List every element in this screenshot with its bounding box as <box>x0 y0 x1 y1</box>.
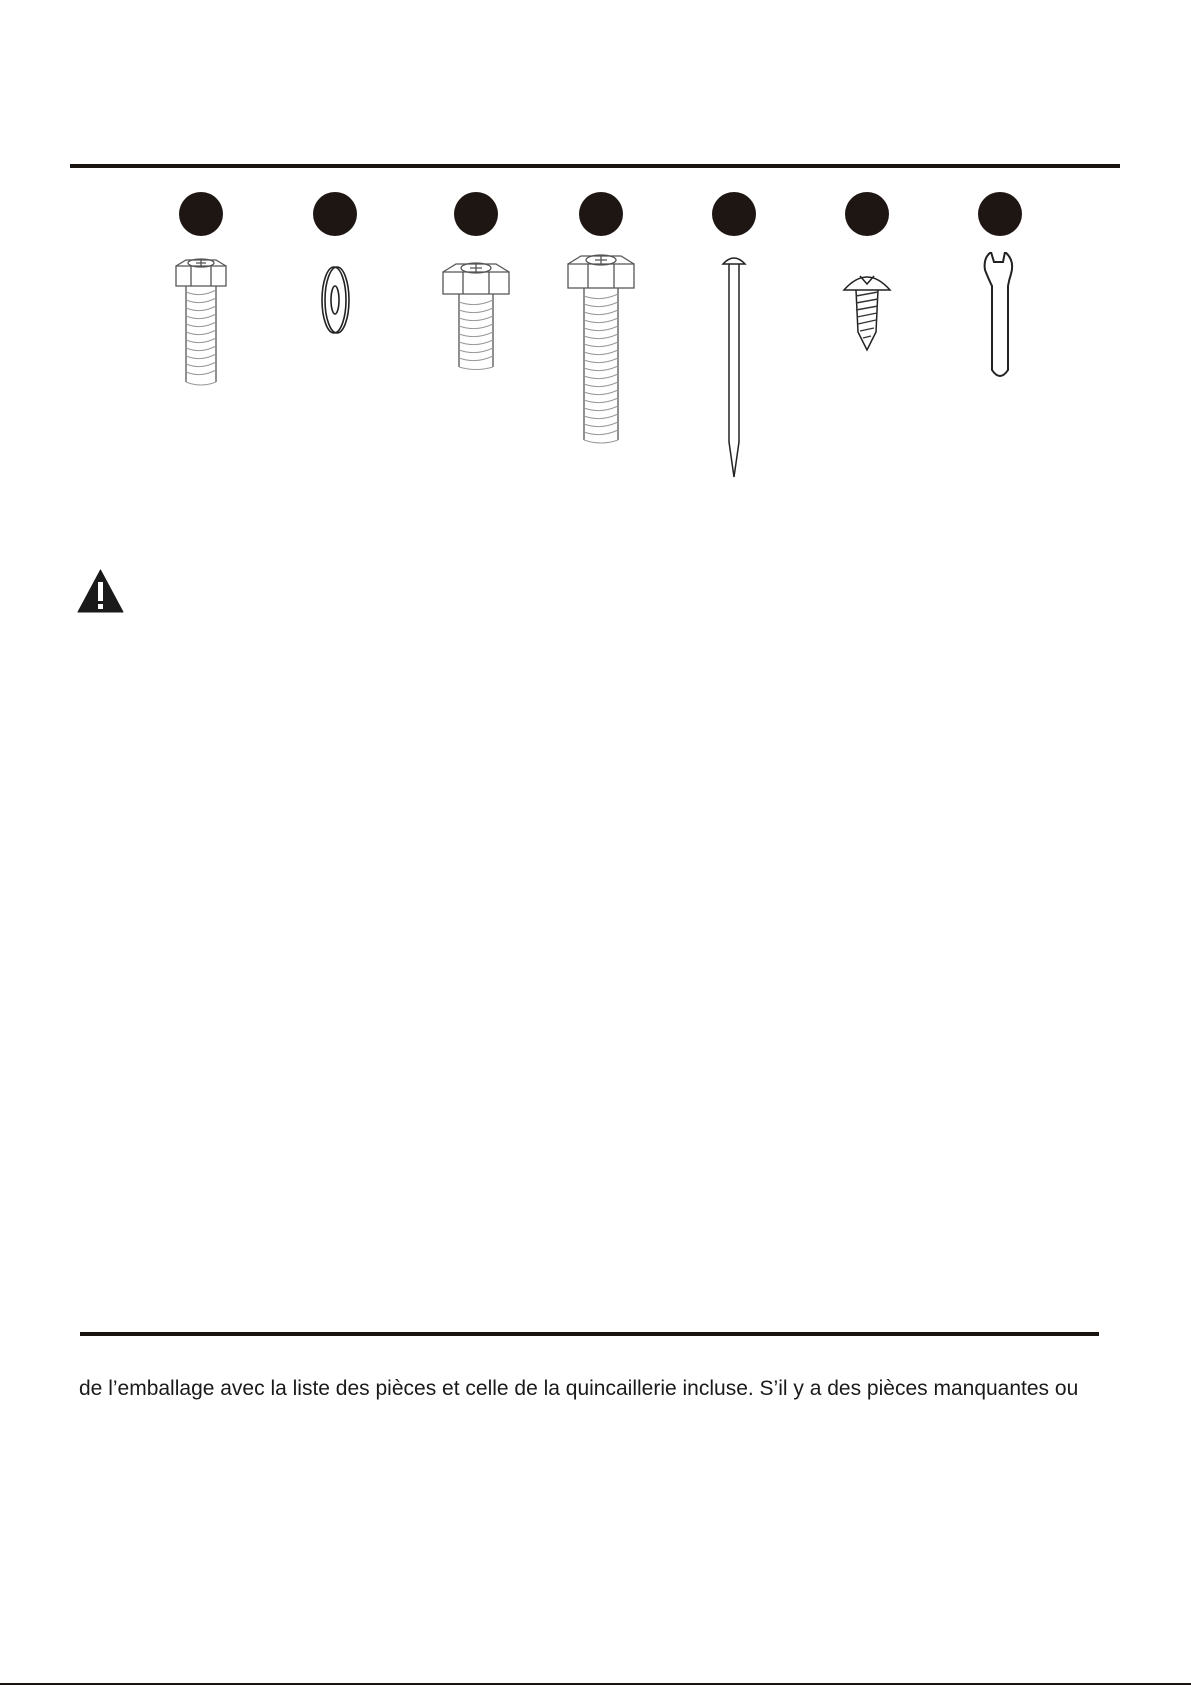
item-badge <box>845 192 889 236</box>
hardware-item-5 <box>679 192 789 492</box>
washer-icon <box>280 252 390 492</box>
hardware-item-6 <box>812 192 922 492</box>
top-divider <box>70 164 1120 168</box>
item-badge <box>313 192 357 236</box>
hex-bolt-icon <box>146 252 256 492</box>
item-badge <box>712 192 756 236</box>
body-text: de l’emballage avec la liste des pièces et celle de la quincaillerie incluse. S’il y a des pièces manquantes ou <box>79 1377 1079 1400</box>
item-badge <box>454 192 498 236</box>
hardware-item-7 <box>945 192 1055 492</box>
item-badge <box>179 192 223 236</box>
wrench-icon <box>945 252 1055 492</box>
item-badge <box>978 192 1022 236</box>
hardware-item-1 <box>146 192 256 492</box>
hex-bolt-short-icon <box>421 252 531 492</box>
hardware-item-2 <box>280 192 390 492</box>
hex-bolt-long-icon <box>546 252 656 492</box>
truss-head-screw-icon <box>812 252 922 492</box>
hardware-item-4 <box>546 192 656 492</box>
warning-triangle-icon <box>77 569 124 613</box>
bottom-divider <box>80 1332 1099 1336</box>
hardware-item-3 <box>421 192 531 492</box>
item-badge <box>579 192 623 236</box>
nail-icon <box>679 252 789 492</box>
